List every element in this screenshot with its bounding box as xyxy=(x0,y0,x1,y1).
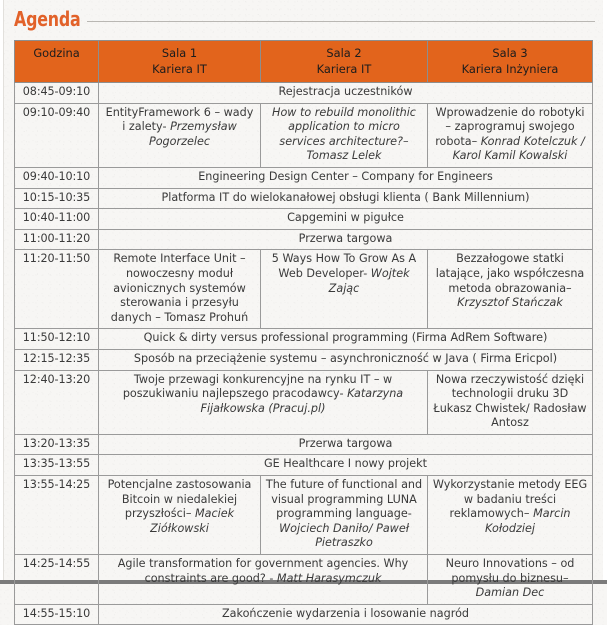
column-header-sala-3-line2: Kariera Inżyniera xyxy=(461,62,559,76)
session-12-s3-title: Wykorzystanie metody EEG w badaniu treści reklamowych– xyxy=(432,478,588,521)
session-12-s1-speaker: Maciek Ziółkowski xyxy=(150,507,235,535)
table-row xyxy=(15,434,593,455)
session-cell-all-rooms xyxy=(99,329,593,350)
table-row xyxy=(15,476,593,555)
page-heading xyxy=(14,6,595,32)
session-cell-sala-2 xyxy=(261,476,428,555)
session-1-s1-speaker: Przemysław Pogorzelec xyxy=(148,120,237,148)
session-cell-all-rooms xyxy=(99,604,593,625)
column-header-sala-2 xyxy=(261,41,428,83)
session-cell-all-rooms xyxy=(99,188,593,209)
column-header-godzina-line1: Godzina xyxy=(33,46,80,60)
column-header-sala-2-line1: Sala 2 xyxy=(326,46,362,60)
row-time: 11:00-11:20 xyxy=(15,229,99,250)
column-header-sala-3-line1: Sala 3 xyxy=(492,46,528,60)
row-time: 10:40-11:00 xyxy=(15,209,99,230)
row-time: 12:40-13:20 xyxy=(15,370,99,434)
table-row xyxy=(15,370,593,434)
session-12-s3-speaker: Marcin Kołodziej xyxy=(485,507,571,535)
session-cell-sala-2 xyxy=(261,250,428,329)
session-4-all-title: Capgemini w pigułce xyxy=(287,211,404,225)
session-0-all-title: Rejestracja uczestników xyxy=(278,85,413,98)
session-cell-sala-3 xyxy=(428,555,593,605)
session-cell-sala-2 xyxy=(261,103,428,167)
session-8-all-title: Sposób na przeciążenie systemu – asynchroniczność w Java ( Firma Ericpol) xyxy=(133,351,558,365)
session-1-s3-title: Wprowadzenie do robotyki – zaprogramuj swojego robota– xyxy=(435,105,585,148)
row-time: 14:55-15:10 xyxy=(15,604,99,625)
row-time: 11:50-12:10 xyxy=(15,329,99,350)
table-row xyxy=(15,209,593,230)
session-cell-all-rooms xyxy=(99,229,593,250)
table-row xyxy=(15,167,593,188)
session-9-s3-title: Nowa rzeczywistość dzięki technologii druku 3D Łukasz Chwistek/ Radosław Antosz xyxy=(433,372,587,430)
row-time: 12:15-12:35 xyxy=(15,349,99,370)
column-header-sala-1 xyxy=(99,41,261,83)
table-row xyxy=(15,455,593,476)
session-cell-all-rooms xyxy=(99,83,593,104)
session-1-s1-title: EntityFramework 6 – wady i zalety- xyxy=(105,105,254,134)
session-6-s3-speaker: Krzysztof Stańczak xyxy=(457,296,563,310)
table-row xyxy=(15,329,593,350)
session-7-all-title: Quick & dirty versus professional programming (Firma AdRem Software) xyxy=(143,331,548,345)
table-row xyxy=(15,604,593,625)
session-12-s2-title: The future of functional and visual programming LUNA programming language- xyxy=(265,478,423,521)
agenda-table-header-row xyxy=(15,41,593,83)
table-row xyxy=(15,188,593,209)
session-cell-sala-1 xyxy=(99,103,261,167)
session-9-s12-speaker: Katarzyna Fijałkowska (Pracuj.pl) xyxy=(200,387,404,415)
row-time: 14:25-14:55 xyxy=(15,555,99,605)
session-12-s2-speaker: Wojciech Daniło/ Paweł Pietraszko xyxy=(279,521,409,550)
session-5-all-title: Przerwa targowa xyxy=(298,231,393,245)
session-cell-sala-1-2 xyxy=(99,370,428,434)
page-title: Agenda xyxy=(14,7,81,31)
agenda-table-body xyxy=(15,83,593,625)
session-6-s1-title: Remote Interface Unit – nowoczesny moduł avionicznych systemów sterowania i przesyłu danych – Tomasz Prohuń xyxy=(110,252,249,324)
row-time: 09:10-09:40 xyxy=(15,103,99,167)
column-header-sala-1-line1: Sala 1 xyxy=(161,46,198,60)
session-cell-all-rooms xyxy=(99,349,593,370)
session-cell-all-rooms xyxy=(99,434,593,455)
session-2-all-title: Engineering Design Center – Company for Engineers xyxy=(198,169,493,183)
row-time: 10:15-10:35 xyxy=(15,188,99,209)
session-cell-sala-1 xyxy=(99,250,261,329)
session-11-all-title: GE Healthcare I nowy projekt xyxy=(263,457,428,471)
session-1-s3-speaker: Konrad Kotelczuk / Karol Kamil Kowalski xyxy=(452,134,585,163)
table-row xyxy=(15,83,593,104)
session-14-all-title: Zakończenie wydarzenia i losowanie nagród xyxy=(221,606,470,620)
session-10-all-title: Przerwa targowa xyxy=(298,436,393,450)
table-row xyxy=(15,349,593,370)
session-1-s2-speaker: How to rebuild monolithic application to micro services architecture?– Tomasz Lelek xyxy=(272,105,416,163)
session-cell-sala-3 xyxy=(428,250,593,329)
page-right-edge xyxy=(603,0,607,584)
session-6-s2-title: 5 Ways How To Grow As A Web Developer- xyxy=(271,252,417,280)
session-13-s12-title: Agile transformation for government agencies. Why constraints are good? - xyxy=(117,557,409,585)
session-cell-sala-1-2 xyxy=(99,555,428,605)
session-3-all-title: Platforma IT do wielokanałowej obsługi klienta ( Bank Millennium) xyxy=(161,190,530,204)
session-6-s3-title: Bezzałogowe statki latające, jako współczesna metoda obrazowania– xyxy=(435,252,585,295)
session-cell-sala-1 xyxy=(99,476,261,555)
agenda-table xyxy=(14,40,593,625)
session-13-s3-speaker: Damian Dec xyxy=(475,586,545,600)
row-time: 13:35-13:55 xyxy=(15,455,99,476)
row-time: 09:40-10:10 xyxy=(15,167,99,188)
table-row xyxy=(15,555,593,605)
session-cell-sala-3 xyxy=(428,476,593,555)
row-time: 08:45-09:10 xyxy=(15,83,99,104)
row-time: 11:20-11:50 xyxy=(15,250,99,329)
session-13-s12-speaker: Matt Harasymczuk xyxy=(276,571,382,585)
session-13-s3-title: Neuro Innovations – od pomysłu do biznesu– xyxy=(445,557,575,585)
column-header-godzina xyxy=(15,41,99,83)
session-12-s1-title: Potencjalne zastosowania Bitcoin w niedalekiej przyszłości– xyxy=(107,478,252,521)
row-time: 13:20-13:35 xyxy=(15,434,99,455)
table-row xyxy=(15,229,593,250)
session-cell-sala-3 xyxy=(428,370,593,434)
table-row xyxy=(15,103,593,167)
column-header-sala-2-line2: Kariera IT xyxy=(316,62,372,76)
session-6-s2-speaker: Wojtek Zając xyxy=(328,266,410,295)
column-header-sala-1-line2: Kariera IT xyxy=(152,62,207,76)
session-cell-all-rooms xyxy=(99,209,593,230)
row-time: 13:55-14:25 xyxy=(15,476,99,555)
column-header-sala-3 xyxy=(428,41,593,83)
session-cell-all-rooms xyxy=(99,455,593,476)
page-left-edge xyxy=(0,0,4,584)
session-9-s12-title: Twoje przewagi konkurencyjne na rynku IT – w poszukiwaniu najlepszego pracodawcy- xyxy=(122,372,393,401)
session-cell-sala-3 xyxy=(428,103,593,167)
session-cell-all-rooms xyxy=(99,167,593,188)
table-row xyxy=(15,250,593,329)
heading-divider xyxy=(87,21,595,22)
